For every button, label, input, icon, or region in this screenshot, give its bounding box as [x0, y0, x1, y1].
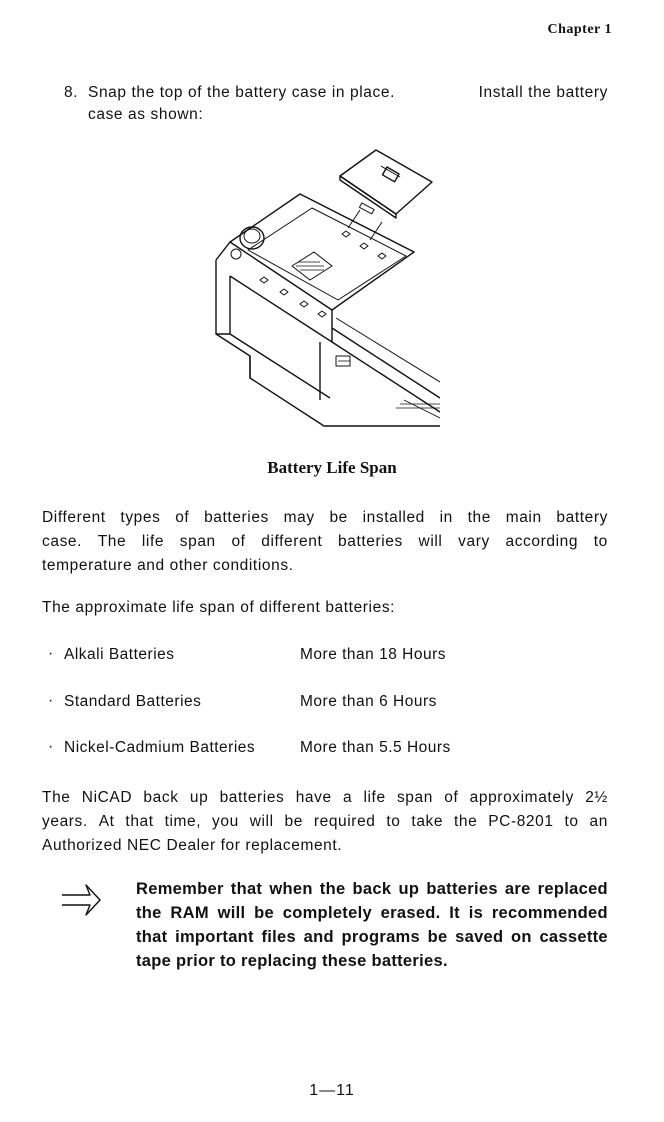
- paragraph-line: [42, 786, 608, 810]
- word: saved: [455, 928, 504, 946]
- word: up: [189, 789, 209, 806]
- word: vary: [458, 533, 490, 550]
- word: will: [249, 813, 274, 830]
- paragraph-line: [42, 530, 608, 554]
- word: and: [303, 928, 334, 946]
- word: required: [313, 813, 376, 830]
- step-number: 8.: [64, 84, 79, 101]
- battery-life: More than 5.5 Hours: [300, 739, 451, 756]
- word: be: [254, 904, 274, 922]
- step-text-right: Install the battery: [478, 84, 608, 101]
- battery-type: Standard Batteries: [64, 693, 202, 710]
- word: batteries: [219, 789, 285, 806]
- word: programs: [341, 928, 421, 946]
- word: NiCAD: [81, 789, 133, 806]
- note-line: [136, 901, 608, 925]
- word: to: [564, 813, 579, 830]
- note-line: [136, 925, 608, 949]
- battery-life: More than 18 Hours: [300, 646, 446, 663]
- word: time,: [164, 813, 202, 830]
- word: Remember: [136, 880, 224, 898]
- word: approximately: [469, 789, 574, 806]
- word: At: [98, 813, 115, 830]
- word: an: [589, 813, 608, 830]
- word: be: [329, 509, 348, 526]
- word: cassette: [539, 928, 608, 946]
- section-title: Battery Life Span: [267, 458, 397, 477]
- word: to: [386, 813, 401, 830]
- word: batteries: [426, 880, 498, 898]
- step-text-left: Snap the top of the battery case in place.: [88, 84, 395, 101]
- word: different: [261, 533, 323, 550]
- paragraph-line: temperature and other conditions.: [42, 557, 294, 574]
- word: 2½: [585, 789, 608, 806]
- battery-type: Alkali Batteries: [64, 646, 175, 663]
- page-number: 1—11: [309, 1082, 355, 1099]
- paragraph-line: [42, 810, 608, 834]
- word: The: [42, 789, 71, 806]
- word: a: [342, 789, 353, 806]
- word: take: [411, 813, 444, 830]
- instruction-step: [64, 82, 608, 126]
- word: RAM: [170, 904, 209, 922]
- word: of: [231, 533, 246, 550]
- word: span: [396, 789, 433, 806]
- word: be: [284, 813, 303, 830]
- word: replaced: [537, 880, 608, 898]
- battery-list-item: [48, 739, 608, 763]
- word: back: [352, 880, 392, 898]
- word: main: [505, 509, 542, 526]
- battery-list-item: [48, 693, 608, 717]
- word: the: [453, 813, 478, 830]
- word: is: [468, 904, 484, 922]
- word: that: [125, 813, 154, 830]
- word: years.: [42, 813, 88, 830]
- note-line: [136, 877, 608, 901]
- word: installed: [362, 509, 425, 526]
- word: completely: [282, 904, 372, 922]
- bullet: ·: [48, 692, 54, 709]
- word: on: [511, 928, 532, 946]
- step-text-line2: case as shown:: [88, 106, 204, 123]
- word: the: [319, 880, 346, 898]
- paragraph-line: [42, 506, 608, 530]
- word: be: [427, 928, 448, 946]
- word: It: [449, 904, 460, 922]
- word: in: [439, 509, 453, 526]
- word: erased.: [380, 904, 441, 922]
- word: important: [175, 928, 254, 946]
- word: according: [505, 533, 579, 550]
- word: battery: [556, 509, 608, 526]
- arrow-right-icon: [60, 883, 102, 917]
- word: to: [593, 533, 608, 550]
- word: back: [143, 789, 179, 806]
- word: the: [467, 509, 491, 526]
- chapter-header: Chapter 1: [547, 22, 612, 37]
- word: recommended: [491, 904, 608, 922]
- word: have: [295, 789, 332, 806]
- battery-type: Nickel-Cadmium Batteries: [64, 739, 256, 756]
- word: life: [363, 789, 386, 806]
- word: batteries: [338, 533, 403, 550]
- word: Different: [42, 509, 106, 526]
- word: are: [504, 880, 531, 898]
- word: of: [444, 789, 459, 806]
- word: will: [217, 904, 246, 922]
- warning-text: [136, 877, 608, 973]
- bullet: ·: [48, 645, 54, 662]
- word: will: [418, 533, 443, 550]
- word: life: [141, 533, 165, 550]
- word: PC-8201: [488, 813, 554, 830]
- word: up: [398, 880, 420, 898]
- word: the: [136, 904, 162, 922]
- word: that: [136, 928, 168, 946]
- word: types: [120, 509, 161, 526]
- word: batteries: [204, 509, 269, 526]
- paragraph-battery-types: [42, 506, 608, 578]
- word: you: [212, 813, 239, 830]
- paragraph-life-span-intro: The approximate life span of different batteries:: [42, 599, 396, 616]
- battery-case-illustration: [200, 142, 440, 427]
- word: case.: [42, 533, 83, 550]
- word: files: [261, 928, 297, 946]
- bullet: ·: [48, 738, 54, 755]
- word: The: [97, 533, 127, 550]
- word: of: [175, 509, 190, 526]
- step-text: [88, 82, 608, 126]
- paragraph-nicad-backup: [42, 786, 608, 858]
- word: when: [269, 880, 313, 898]
- battery-life: More than 6 Hours: [300, 693, 437, 710]
- battery-list-item: [48, 646, 608, 670]
- note-line: tape prior to replacing these batteries.: [136, 952, 448, 970]
- word: span: [179, 533, 216, 550]
- word: that: [230, 880, 263, 898]
- word: may: [283, 509, 315, 526]
- paragraph-line: Authorized NEC Dealer for replacement.: [42, 837, 343, 854]
